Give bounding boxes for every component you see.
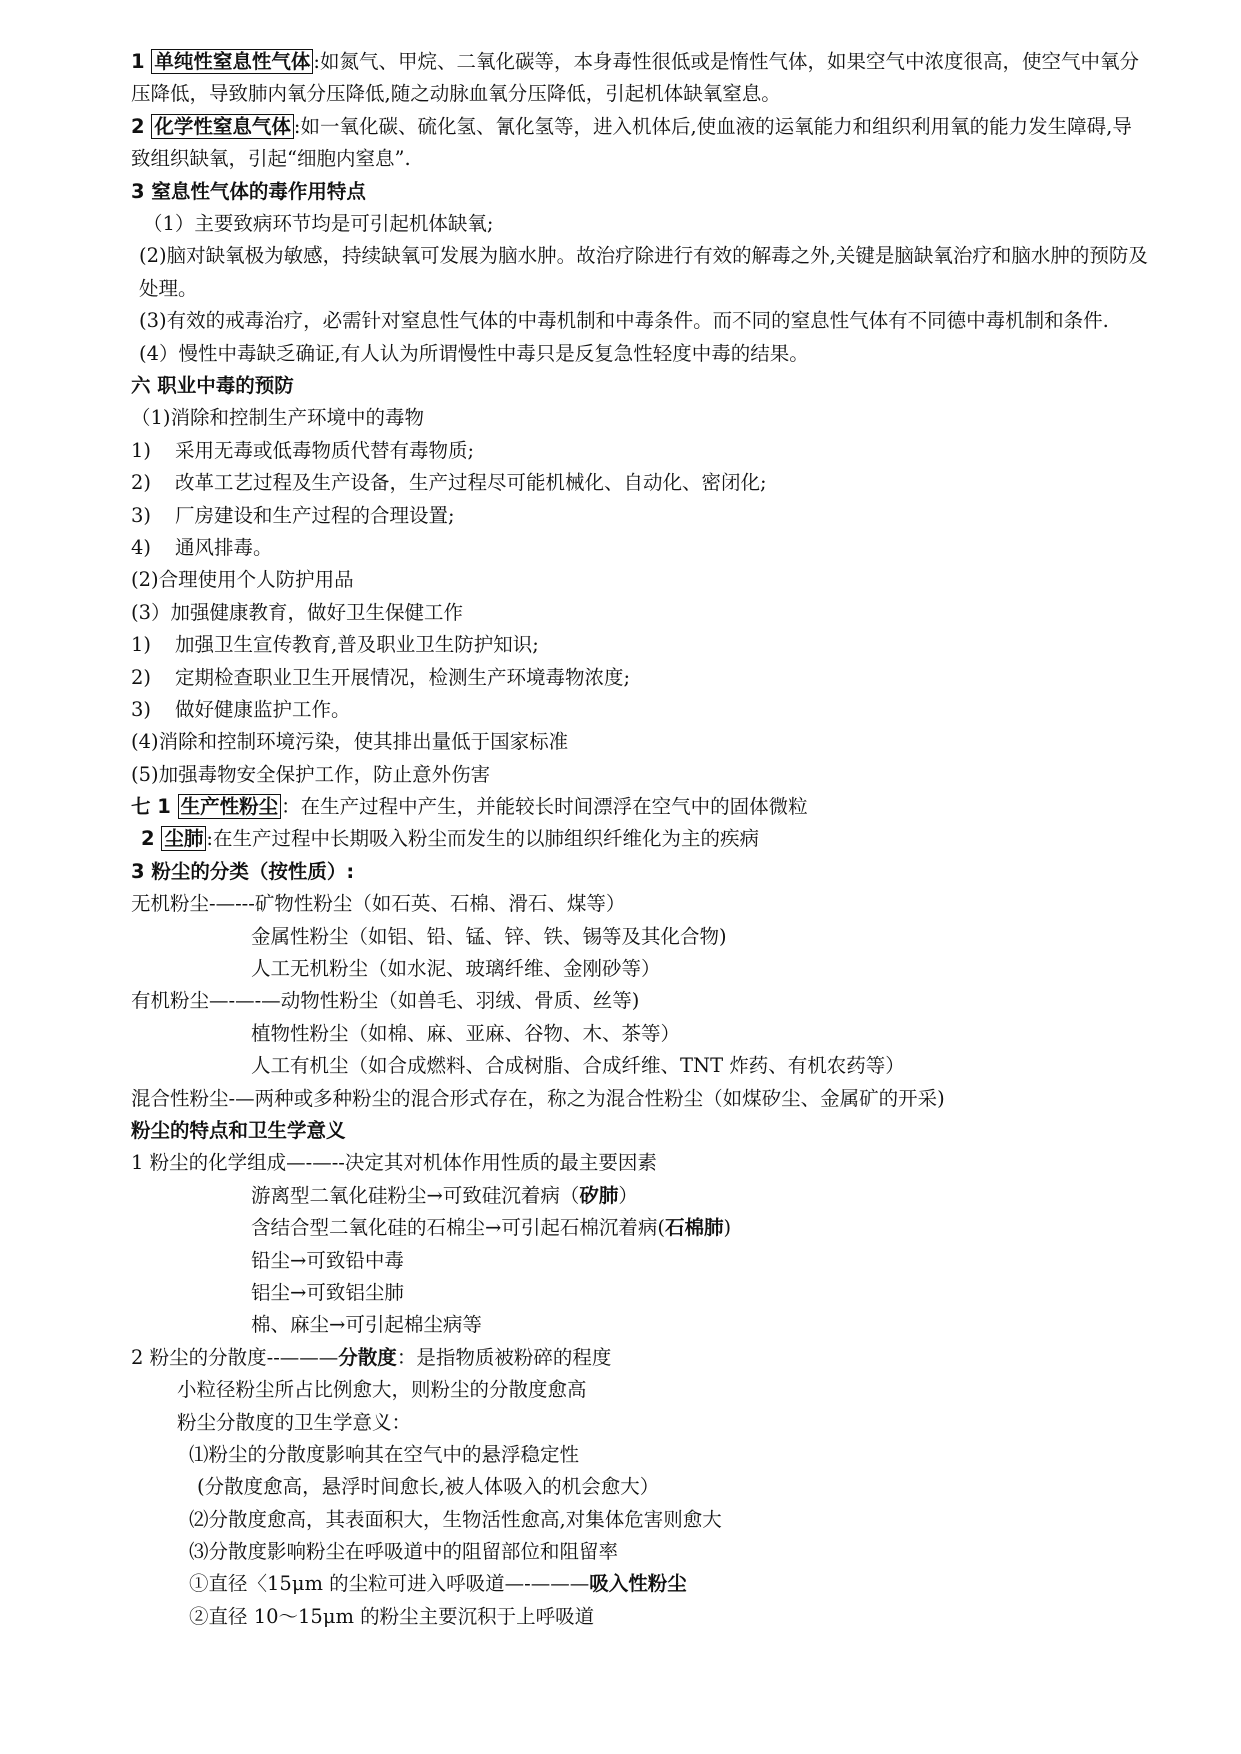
list-item xyxy=(131,435,1151,467)
item-number: 3) xyxy=(131,503,152,527)
list-item xyxy=(131,694,1151,726)
item-text: ：是指物质被粉碎的程度 xyxy=(396,1345,612,1369)
list-item xyxy=(131,662,1151,694)
item-text: ） xyxy=(618,1183,638,1207)
list-item: (3)有效的戒毒治疗，必需针对窒息性气体的中毒机制和中毒条件。而不同的窒息性气体有不同德中毒机制和条件. xyxy=(139,309,1109,333)
section-number: 七 1 xyxy=(131,795,178,819)
item-text: 铝尘→可致铝尘肺 xyxy=(251,1280,404,1304)
section-heading: 粉尘的特点和卫生学意义 xyxy=(131,1119,346,1142)
bold-term: 分散度 xyxy=(338,1345,397,1369)
section-heading: 六 职业中毒的预防 xyxy=(131,374,294,398)
item-number: 1) xyxy=(131,438,152,462)
bold-term: 矽肺 xyxy=(579,1183,619,1207)
classification-row xyxy=(131,985,1151,1017)
subsection-heading: （1)消除和控制生产环境中的毒物 xyxy=(131,406,425,430)
class-item: 金属性粉尘（如铝、铅、锰、锌、铁、锡等及其化合物) xyxy=(251,924,727,948)
definition-text: :如氮气、甲烷、二氧化碳等，本身毒性很低或是惰性气体，如果空气中浓度很高，使空气中氧分压降低，导致肺内氧分压降低,随之动脉血氧分压降低，引起机体缺氧窒息。 xyxy=(131,50,1139,106)
definition-text: ：在生产过程中产生，并能较长时间漂浮在空气中的固体微粒 xyxy=(281,795,808,819)
list-item xyxy=(131,1277,1151,1309)
section-number: 2 xyxy=(141,827,162,851)
classification-row: 混合性粉尘-—两种或多种粉尘的混合形式存在，称之为混合性粉尘（如煤矽尘、金属矿的开采) xyxy=(131,1086,945,1110)
item-number: 4) xyxy=(131,535,152,559)
subsection-heading xyxy=(131,1342,1151,1374)
list-item: ⑵分散度愈高，其表面积大，生物活性愈高,对集体危害则愈大 xyxy=(189,1507,722,1531)
list-item xyxy=(131,1568,1151,1600)
list-item xyxy=(131,467,1151,499)
class-item: 植物性粉尘（如棉、麻、亚麻、谷物、木、茶等） xyxy=(251,1021,681,1045)
list-item: (分散度愈高，悬浮时间愈长,被人体吸入的机会愈大） xyxy=(197,1475,660,1499)
definition-pneumoconiosis xyxy=(131,823,1151,855)
item-number: 1) xyxy=(131,633,152,657)
classification-row xyxy=(131,888,1151,920)
list-item: （1）主要致病环节均是可引起机体缺氧; xyxy=(143,212,494,236)
class-label: 无机粉尘-—--- xyxy=(131,892,255,916)
list-item: (2)脑对缺氧极为敏感，持续缺氧可发展为脑水肿。故治疗除进行有效的解毒之外,关键是脑缺氧治疗和脑水肿的预防及处理。 xyxy=(139,244,1148,300)
item-text: ) xyxy=(723,1216,732,1240)
item-text: 定期检查职业卫生开展情况，检测生产环境毒物浓度; xyxy=(175,665,631,689)
boxed-term: 化学性窒息气体 xyxy=(151,114,294,139)
subsection-heading: (3）加强健康教育，做好卫生保健工作 xyxy=(131,600,464,624)
list-item: ⑶分散度影响粉尘在呼吸道中的阻留部位和阻留率 xyxy=(189,1540,619,1564)
class-item: 人工有机尘（如合成燃料、合成树脂、合成纤维、TNT 炸药、有机农药等） xyxy=(251,1054,905,1078)
item-text: 棉、麻尘→可引起棉尘病等 xyxy=(251,1313,482,1337)
class-label: 有机粉尘—-—-— xyxy=(131,989,281,1013)
section-number: 2 xyxy=(131,114,152,138)
section-heading: 3 粉尘的分类（按性质）: xyxy=(131,859,355,883)
item-number: 2) xyxy=(131,665,152,689)
item-text: 采用无毒或低毒物质代替有毒物质; xyxy=(175,438,475,462)
definition-simple-asphyxiant xyxy=(131,46,1151,111)
item-text: 做好健康监护工作。 xyxy=(175,697,351,721)
document-page xyxy=(131,46,1151,1633)
subsection-heading: (2)合理使用个人防护用品 xyxy=(131,568,354,592)
section-heading: 3 窒息性气体的毒作用特点 xyxy=(131,179,366,203)
paragraph: 小粒径粉尘所占比例愈大，则粉尘的分散度愈高 xyxy=(177,1378,587,1402)
class-item: 动物性粉尘（如兽毛、羽绒、骨质、丝等) xyxy=(280,989,640,1013)
list-item: ②直径 10～15μm 的粉尘主要沉积于上呼吸道 xyxy=(189,1604,595,1628)
bold-term: 吸入性粉尘 xyxy=(589,1572,687,1596)
definition-text: :如一氧化碳、硫化氢、氰化氢等，进入机体后,使血液的运氧能力和组织利用氧的能力发生障碍,导致组织缺氧，引起“细胞内窒息”. xyxy=(131,114,1132,171)
item-text: 通风排毒。 xyxy=(175,535,273,559)
item-text: 加强卫生宣传教育,普及职业卫生防护知识; xyxy=(175,633,539,657)
item-number: 2) xyxy=(131,471,152,495)
definition-text: :在生产过程中长期吸入粉尘而发生的以肺组织纤维化为主的疾病 xyxy=(206,827,759,851)
boxed-term: 单纯性窒息性气体 xyxy=(151,49,313,74)
item-text: ①直径〈15μm 的尘粒可进入呼吸道—-——— xyxy=(189,1572,590,1596)
subsection-heading: (5)加强毒物安全保护工作，防止意外伤害 xyxy=(131,762,491,786)
list-item xyxy=(131,1309,1151,1341)
list-item xyxy=(131,1245,1151,1277)
item-text: 2 粉尘的分散度--——— xyxy=(131,1345,339,1369)
boxed-term: 生产性粉尘 xyxy=(178,794,282,819)
list-item xyxy=(131,532,1151,564)
list-item: (4）慢性中毒缺乏确证,有人认为所谓慢性中毒只是反复急性轻度中毒的结果。 xyxy=(139,341,809,365)
item-text: 铅尘→可致铅中毒 xyxy=(251,1248,404,1272)
item-text: 厂房建设和生产过程的合理设置; xyxy=(175,503,455,527)
paragraph: 粉尘分散度的卫生学意义： xyxy=(177,1410,412,1434)
list-item xyxy=(131,1212,1151,1244)
list-item xyxy=(131,1180,1151,1212)
list-item: ⑴粉尘的分散度影响其在空气中的悬浮稳定性 xyxy=(189,1442,580,1466)
subsection-heading: (4)消除和控制环境污染，使其排出量低于国家标准 xyxy=(131,730,569,754)
item-text: 含结合型二氧化硅的石棉尘→可引起石棉沉着病( xyxy=(251,1216,665,1240)
boxed-term: 尘肺 xyxy=(161,826,206,851)
list-item xyxy=(131,629,1151,661)
item-text: 改革工艺过程及生产设备，生产过程尽可能机械化、自动化、密闭化; xyxy=(175,471,767,495)
class-item: 矿物性粉尘（如石英、石棉、滑石、煤等） xyxy=(254,892,626,916)
list-item xyxy=(131,500,1151,532)
definition-productive-dust xyxy=(131,791,1151,823)
class-item: 人工无机粉尘（如水泥、玻璃纤维、金刚砂等） xyxy=(251,957,661,981)
subsection-heading: 1 粉尘的化学组成—-—--决定其对机体作用性质的最主要因素 xyxy=(131,1151,657,1175)
bold-term: 石棉肺 xyxy=(664,1216,724,1240)
section-number: 1 xyxy=(131,50,152,73)
item-number: 3) xyxy=(131,697,152,721)
item-text: 游离型二氧化硅粉尘→可致硅沉着病（ xyxy=(251,1183,580,1207)
definition-chemical-asphyxiant xyxy=(131,111,1151,176)
